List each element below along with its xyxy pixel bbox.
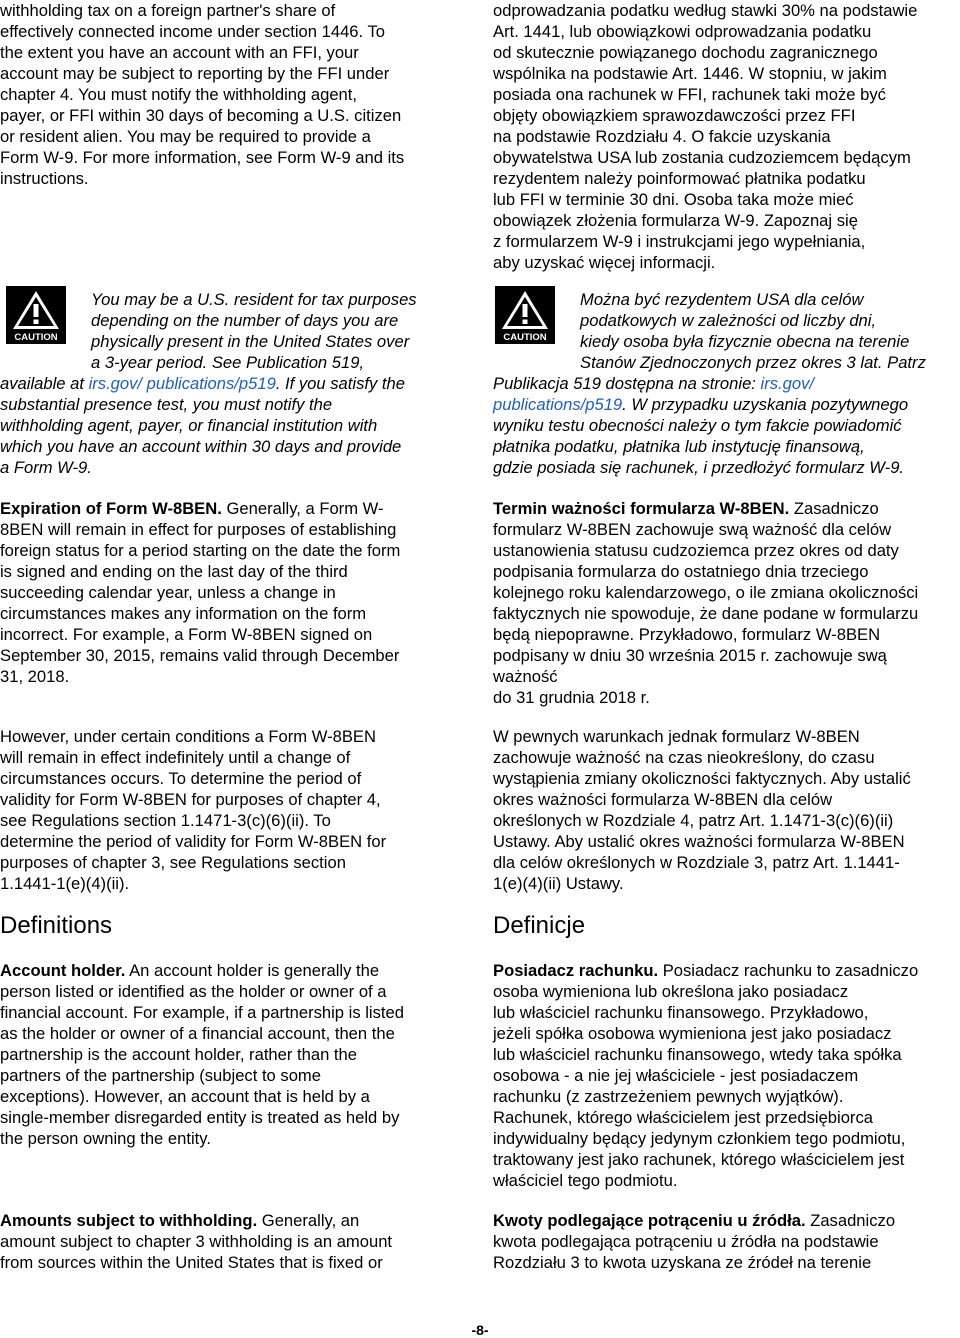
amounts-heading: Amounts subject to withholding. bbox=[0, 1211, 258, 1230]
definitions-heading-pl: Definicje bbox=[493, 912, 586, 939]
svg-text:CAUTION: CAUTION bbox=[503, 332, 547, 343]
page-number: -8- bbox=[471, 1322, 489, 1338]
caution-continuation: available at irs.gov/ publications/p519. If you satisfy the substantial presence test, you must notify the withholding agent, payer, or financial institution with which you have an account within 30 days and provide a Form W-9. bbox=[0, 374, 405, 477]
expiration-paragraph-pl: Termin ważności formularza W-8BEN. Zasadniczo formularz W-8BEN zachowuje swą ważność dla celów ustanowienia statusu cudzoziemca przez okres od daty podpisania formularza do ostatniego dnia trzeciego kolejnego roku kalendarzowego, o ile zmiana okoliczności faktycznych nie spowoduje, że dane podane w formularzu będą niepoprawne. Przykładowo, formularz W-8BEN podpisany w dniu 30 września 2015 r. zachowuje swą ważność do 31 grudnia 2018 r. bbox=[493, 499, 919, 707]
amounts-paragraph-pl: Kwoty podlegające potrąceniu u źródła. Zasadniczo kwota podlegająca potrąceniu u źródła na podstawie Rozdziału 3 to kwota uzyskana ze źródeł na terenie bbox=[493, 1211, 896, 1272]
publication-link[interactable]: irs.gov/ publications/p519 bbox=[88, 374, 276, 393]
intro-paragraph: withholding tax on a foreign partner's share of effectively connected income under section 1446. To the extent you have an account with an FFI, your account may be subject to reporting by the FFI under chapter 4. You must notify the withholding agent, payer, or FFI within 30 days of becoming a U.S. citizen or resident alien. You may be required to provide a Form W-9. For more information, see Form W-9 and its instructions. bbox=[0, 1, 405, 188]
definitions-heading: Definitions bbox=[0, 912, 113, 939]
expiration-paragraph: Expiration of Form W-8BEN. Generally, a Form W- 8BEN will remain in effect for purposes of establishing foreign status for a period starting on the date the form is signed and ending on the last day of the third succeeding calendar year, unless a change in circumstances makes any information on the form incorrect. For example, a Form W-8BEN signed on September 30, 2015, remains valid through December 31, 2018. bbox=[0, 499, 401, 686]
expiration-heading-pl: Termin ważności formularza W-8BEN. bbox=[493, 499, 790, 518]
amounts-paragraph: Amounts subject to withholding. Generally, an amount subject to chapter 3 withholding is an amount from sources within the United States that is fixed or bbox=[0, 1211, 393, 1272]
account-holder-paragraph-pl: Posiadacz rachunku. Posiadacz rachunku to zasadniczo osoba wymieniona lub określona jako posiadacz lub właściciel rachunku finansowego. Przykładowo, jeżeli spółka osobowa wymieniona jest jako posiadacz lub właściciel rachunku finansowego, wtedy taka spółka osobowa - a nie jej właściciele - jest posiadaczem rachunku (z zastrzeżeniem pewnych wyjątków). Rachunek, którego właścicielem jest przedsiębiorca indywidualny będący jedynym członkiem tego podmiotu, traktowany jest jako rachunek, którego właścicielem jest właściciel tego podmiotu. bbox=[493, 961, 919, 1190]
publication-link-pl[interactable]: irs.gov/ publications/p519 bbox=[493, 374, 815, 414]
caution-text-pl: Można być rezydentem USA dla celów podatkowych w zależności od liczby dni, kiedy osoba była fizycznie obecna na terenie Stanów Zjednoczonych przez okres 3 lat. Patrz bbox=[580, 290, 926, 372]
svg-text:CAUTION: CAUTION bbox=[14, 332, 58, 343]
caution-continuation-pl: Publikacja 519 dostępna na stronie: irs.gov/ publications/p519. W przypadku uzyskania pozytywnego wyniku testu obecności należy o tym fakcie powiadomić płatnika podatku, płatnika lub instytucję finansową, gdzie posiada się rachunek, i przedłożyć formularz W-9. bbox=[493, 374, 909, 477]
account-holder-heading: Account holder. bbox=[0, 961, 126, 980]
caution-icon bbox=[6, 286, 66, 344]
expiration-heading: Expiration of Form W-8BEN. bbox=[0, 499, 222, 518]
caution-icon bbox=[495, 286, 555, 344]
caution-text: You may be a U.S. resident for tax purposes depending on the number of days you are physically present in the United States over a 3-year period. See Publication 519, bbox=[91, 290, 417, 372]
account-holder-paragraph: Account holder. An account holder is generally the person listed or identified as the holder or owner of a financial account. For example, if a partnership is listed as the holder or owner of a financial account, then the partnership is the account holder, rather than the partners of the partnership (subject to some exceptions). However, an account that is held by a single-member disregarded entity is treated as held by the person owning the entity. bbox=[0, 961, 404, 1148]
however-paragraph: However, under certain conditions a Form W-8BEN will remain in effect indefinitely until a change of circumstances occurs. To determine the period of validity for Form W-8BEN for purposes of chapter 4, see Regulations section 1.1471-3(c)(6)(ii). To determine the period of validity for Form W-8BEN for purposes of chapter 3, see Regulations section 1.1441-1(e)(4)(ii). bbox=[0, 727, 387, 893]
however-paragraph-pl: W pewnych warunkach jednak formularz W-8BEN zachowuje ważność na czas nieokreślony, do czasu wystąpienia zmiany okoliczności faktycznych. Aby ustalić okres ważności formularza W-8BEN dla celów określonych w Rozdziale 4, patrz Art. 1.1471-3(c)(6)(ii) Ustawy. Aby ustalić okres ważności formularza W-8BEN dla celów określonych w Rozdziale 3, patrz Art. 1.1441- 1(e)(4)(ii) Ustawy. bbox=[493, 727, 911, 893]
account-holder-heading-pl: Posiadacz rachunku. bbox=[493, 961, 659, 980]
intro-paragraph-pl: odprowadzania podatku według stawki 30% na podstawie Art. 1441, lub obowiązkowi odprowadzania podatku od skutecznie powiązanego dochodu zagranicznego wspólnika na podstawie Art. 1446. W stopniu, w jakim posiada ona rachunek w FFI, rachunek taki może być objęty obowiązkiem sprawozdawczości przez FFI na podstawie Rozdziału 4. O fakcie uzyskania obywatelstwa USA lub zostania cudzoziemcem będącym rezydentem należy poinformować płatnika podatku lub FFI w terminie 30 dni. Osoba taka może mieć obowiązek złożenia formularza W-9. Zapoznaj się z formularzem W-9 i instrukcjami jego wypełniania, aby uzyskać więcej informacji. bbox=[493, 1, 918, 272]
amounts-heading-pl: Kwoty podlegające potrąceniu u źródła. bbox=[493, 1211, 806, 1230]
